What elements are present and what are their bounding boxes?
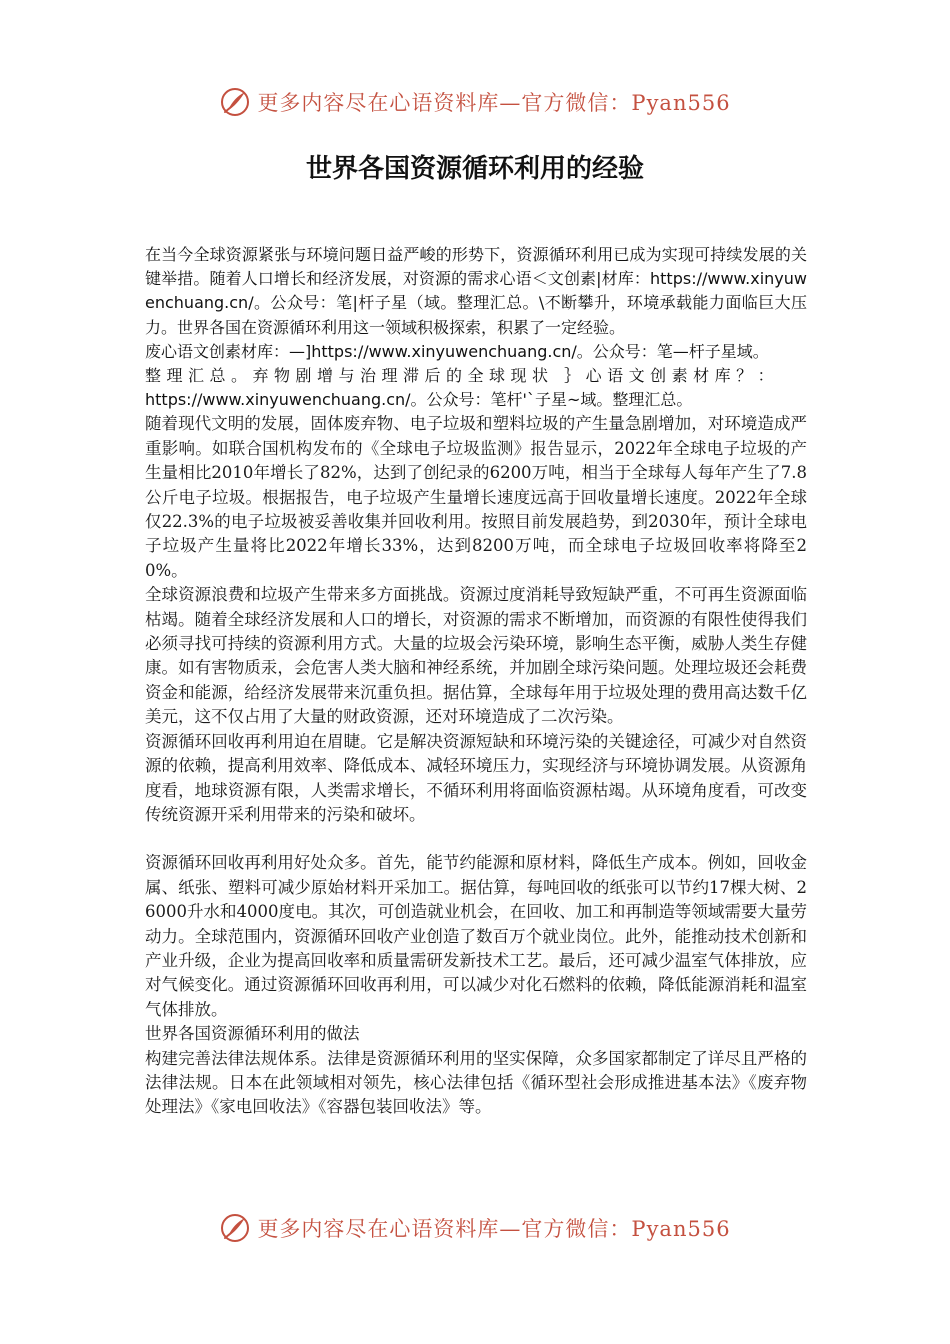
document-body [145,243,807,1120]
paragraph-urgency: 资源循环回收再利用迫在眉睫。它是解决资源短缺和环境污染的关键途径，可减少对自然资源的依赖，提高利用效率、降低成本、减轻环境压力，实现经济与环境协调发展。从资源角度看，地球资源有限，人类需求增长，不循环利用将面临资源枯竭。从环境角度看，可改变传统资源开采利用带来的污染和破坏。 [145,731,807,824]
quill-pen-logo-icon [219,1212,251,1244]
quill-pen-logo-icon [219,86,251,118]
paragraph-legal-system: 构建完善法律法规体系。法律是资源循环利用的坚实保障，众多国家都制定了详尽且严格的法律法规。日本在此领域相对领先，核心法律包括《循环型社会形成推进基本法》《废弃物处理法》《家电回收法》《容器包装回收法》等。 [145,1048,807,1117]
footer-watermark-banner [0,1208,950,1248]
section-heading: 世界各国资源循环利用的做法 [145,1024,360,1044]
intro-line-watermark-3: https://www.xinyuwenchuang.cn/。公众号：笔杆'`子星~域。整理汇总。 [145,390,693,410]
watermark-text: 更多内容尽在心语资料库—官方微信：Pyan556 [257,1217,731,1241]
watermark-text: 更多内容尽在心语资料库—官方微信：Pyan556 [257,91,731,115]
header-watermark-banner [0,82,950,122]
intro-line-watermark-2: 整理汇总。弃物剧增与治理滞后的全球现状 ｝心语文创素材库？： [145,366,780,386]
paragraph-benefits: 资源循环回收再利用好处众多。首先，能节约能源和原材料，降低生产成本。例如，回收金属、纸张、塑料可减少原始材料开采加工。据估算，每吨回收的纸张可以节约17棵大树、26000升水和4000度电。其次，可创造就业机会，在回收、加工和再制造等领域需要大量劳动力。全球范围内，资源循环回收产业创造了数百万个就业岗位。此外，能推动技术创新和产业升级，企业为提高回收率和质量需研发新技术工艺。最后，还可减少温室气体排放，应对气候变化。通过资源循环回收再利用，可以减少对化石燃料的依赖，降低能源消耗和温室气体排放。 [145,853,807,1019]
page-title: 世界各国资源循环利用的经验 [305,154,644,184]
intro-paragraph: 在当今全球资源紧张与环境问题日益严峻的形势下，资源循环利用已成为实现可持续发展的关键举措。随着人口增长和经济发展，对资源的需求心语＜文创素|材库：https://www.xinyuwenchuang.cn/。公众号：笔|杆子星（域。整理汇总。\不断攀升，环境承载能力面临巨大压力。世界各国在资源循环利用这一领域积极探索，积累了一定经验。 [145,245,807,337]
intro-line-watermark-1: 废心语文创素材库：—]https://www.xinyuwenchuang.cn/。公众号：笔—杆子星域。 [145,341,769,361]
paragraph-challenges: 全球资源浪费和垃圾产生带来多方面挑战。资源过度消耗导致短缺严重，不可再生资源面临枯竭。随着全球经济发展和人口的增长，对资源的需求不断增加，而资源的有限性使得我们必须寻找可持续的资源利用方式。大量的垃圾会污染环境，影响生态平衡，威胁人类生存健康。如有害物质汞，会危害人类大脑和神经系统，并加剧全球污染问题。处理垃圾还会耗费资金和能源，给经济发展带来沉重负担。据估算，全球每年用于垃圾处理的费用高达数千亿美元，这不仅占用了大量的财政资源，还对环境造成了二次污染。 [145,585,807,727]
paragraph-ewaste: 随着现代文明的发展，固体废弃物、电子垃圾和塑料垃圾的产生量急剧增加，对环境造成严重影响。如联合国机构发布的《全球电子垃圾监测》报告显示，2022年全球电子垃圾的产生量相比2010年增长了82%，达到了创纪录的6200万吨，相当于全球每人每年产生了7.8公斤电子垃圾。根据报告，电子垃圾产生量增长速度远高于回收量增长速度。2022年全球仅22.3%的电子垃圾被妥善收集并回收利用。按照目前发展趋势，到2030年，预计全球电子垃圾产生量将比2022年增长33%，达到8200万吨，而全球电子垃圾回收率将降至20%。 [145,414,807,580]
